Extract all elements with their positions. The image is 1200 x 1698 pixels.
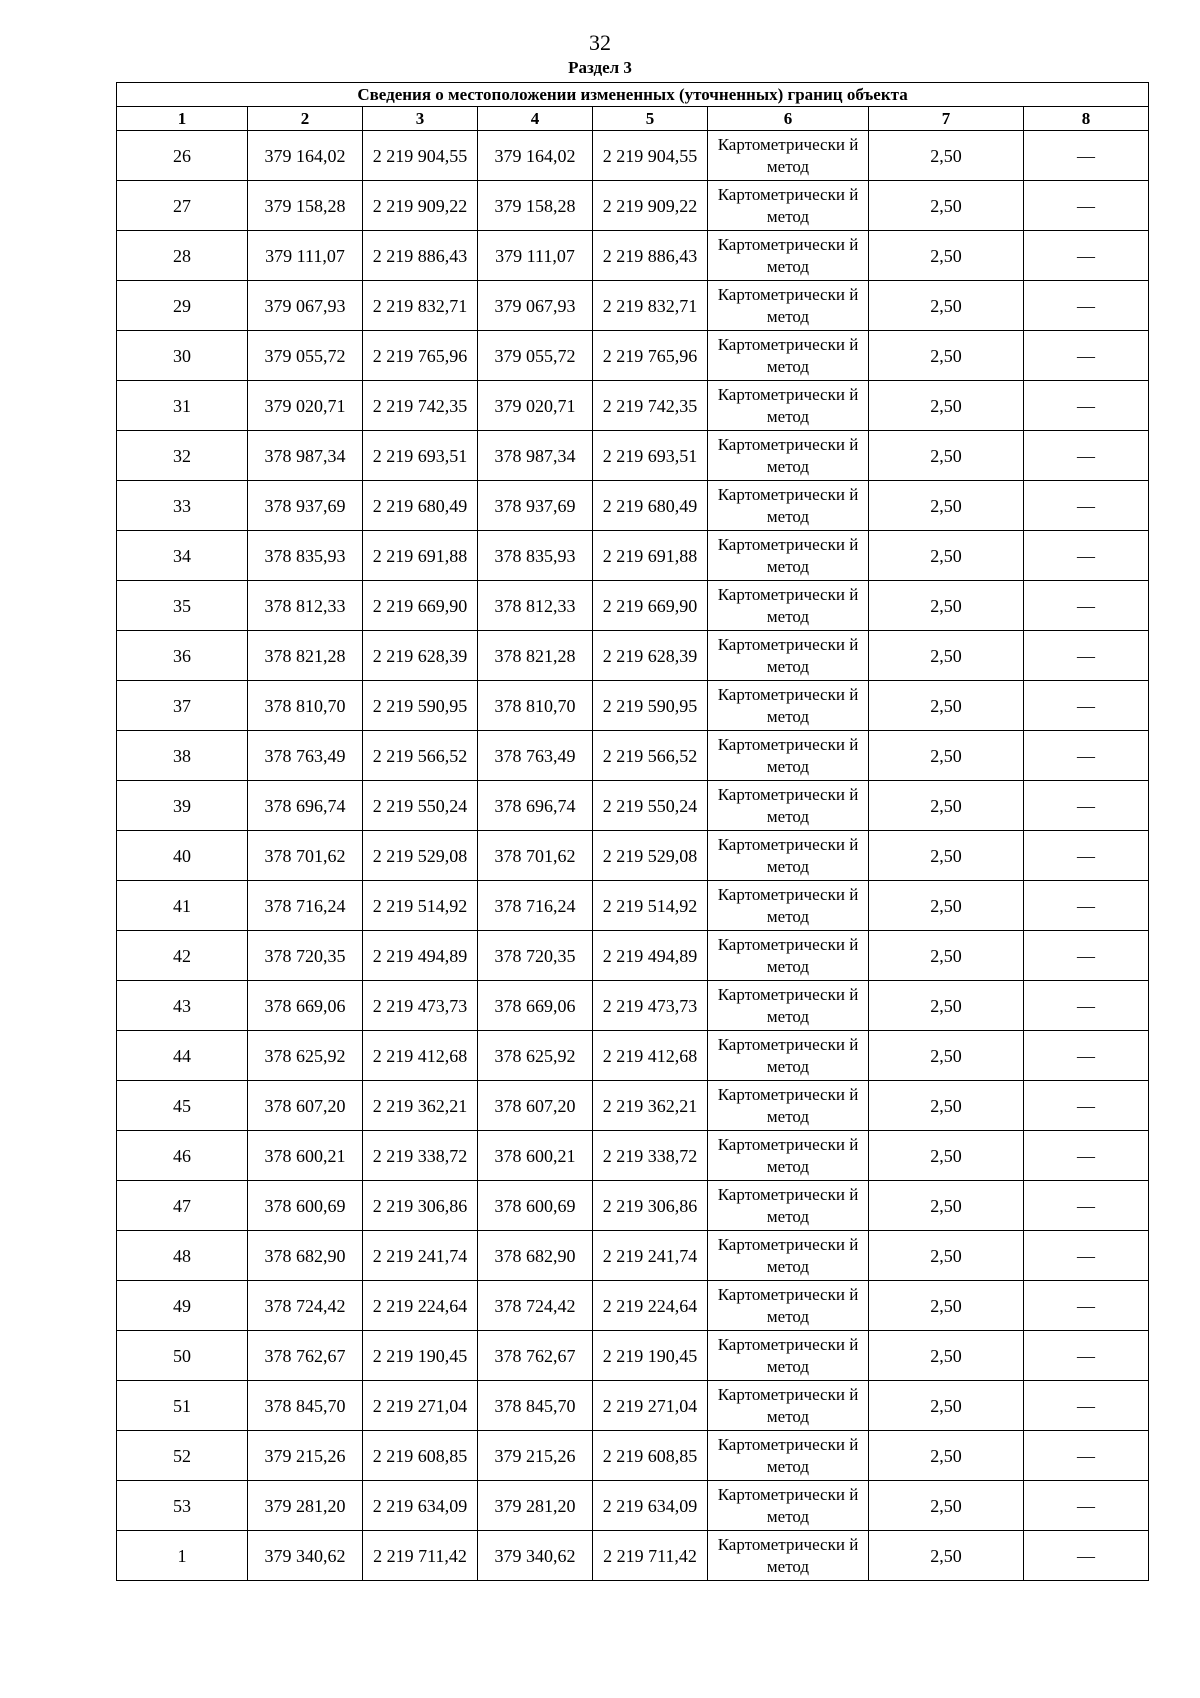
point-number-cell: 37	[117, 681, 248, 731]
table-row	[117, 881, 1149, 931]
y-coordinate-cell: 2 219 832,71	[363, 281, 478, 331]
point-number-cell: 53	[117, 1481, 248, 1531]
point-number-cell: 29	[117, 281, 248, 331]
accuracy-cell: 2,50	[869, 881, 1024, 931]
note-cell: —	[1024, 531, 1149, 581]
y-coordinate-cell: 2 219 338,72	[363, 1131, 478, 1181]
method-cell: Картометрически й метод	[708, 1531, 869, 1581]
table-row	[117, 1131, 1149, 1181]
y-coordinate-cell: 2 219 550,24	[363, 781, 478, 831]
point-number-cell: 47	[117, 1181, 248, 1231]
accuracy-cell: 2,50	[869, 1231, 1024, 1281]
point-number-cell: 31	[117, 381, 248, 431]
accuracy-cell: 2,50	[869, 731, 1024, 781]
new-y-coordinate-cell: 2 219 886,43	[593, 231, 708, 281]
new-x-coordinate-cell: 378 625,92	[478, 1031, 593, 1081]
note-cell: —	[1024, 481, 1149, 531]
new-x-coordinate-cell: 379 055,72	[478, 331, 593, 381]
point-number-cell: 46	[117, 1131, 248, 1181]
y-coordinate-cell: 2 219 608,85	[363, 1431, 478, 1481]
note-cell: —	[1024, 831, 1149, 881]
note-cell: —	[1024, 1531, 1149, 1581]
new-x-coordinate-cell: 378 835,93	[478, 531, 593, 581]
new-x-coordinate-cell: 379 215,26	[478, 1431, 593, 1481]
accuracy-cell: 2,50	[869, 531, 1024, 581]
new-x-coordinate-cell: 378 720,35	[478, 931, 593, 981]
method-cell: Картометрически й метод	[708, 1431, 869, 1481]
x-coordinate-cell: 378 716,24	[248, 881, 363, 931]
new-y-coordinate-cell: 2 219 494,89	[593, 931, 708, 981]
y-coordinate-cell: 2 219 691,88	[363, 531, 478, 581]
x-coordinate-cell: 379 215,26	[248, 1431, 363, 1481]
table-row	[117, 1381, 1149, 1431]
accuracy-cell: 2,50	[869, 1181, 1024, 1231]
point-number-cell: 35	[117, 581, 248, 631]
method-cell: Картометрически й метод	[708, 1481, 869, 1531]
x-coordinate-cell: 378 821,28	[248, 631, 363, 681]
boundary-points-table	[116, 82, 1149, 1581]
table-row	[117, 1431, 1149, 1481]
y-coordinate-cell: 2 219 680,49	[363, 481, 478, 531]
new-y-coordinate-cell: 2 219 338,72	[593, 1131, 708, 1181]
table-caption: Сведения о местоположении измененных (уточненных) границ объекта	[117, 83, 1149, 107]
accuracy-cell: 2,50	[869, 781, 1024, 831]
new-y-coordinate-cell: 2 219 628,39	[593, 631, 708, 681]
table-body	[117, 131, 1149, 1581]
new-y-coordinate-cell: 2 219 909,22	[593, 181, 708, 231]
table-row	[117, 1531, 1149, 1581]
new-x-coordinate-cell: 379 020,71	[478, 381, 593, 431]
method-cell: Картометрически й метод	[708, 881, 869, 931]
table-row	[117, 931, 1149, 981]
accuracy-cell: 2,50	[869, 1081, 1024, 1131]
note-cell: —	[1024, 581, 1149, 631]
column-number: 3	[363, 107, 478, 131]
y-coordinate-cell: 2 219 693,51	[363, 431, 478, 481]
table-row	[117, 781, 1149, 831]
new-x-coordinate-cell: 378 987,34	[478, 431, 593, 481]
note-cell: —	[1024, 1231, 1149, 1281]
new-x-coordinate-cell: 379 340,62	[478, 1531, 593, 1581]
new-y-coordinate-cell: 2 219 742,35	[593, 381, 708, 431]
table-row	[117, 1231, 1149, 1281]
note-cell: —	[1024, 881, 1149, 931]
note-cell: —	[1024, 1331, 1149, 1381]
note-cell: —	[1024, 731, 1149, 781]
new-x-coordinate-cell: 378 600,69	[478, 1181, 593, 1231]
note-cell: —	[1024, 1031, 1149, 1081]
point-number-cell: 30	[117, 331, 248, 381]
point-number-cell: 49	[117, 1281, 248, 1331]
point-number-cell: 36	[117, 631, 248, 681]
point-number-cell: 26	[117, 131, 248, 181]
accuracy-cell: 2,50	[869, 981, 1024, 1031]
accuracy-cell: 2,50	[869, 831, 1024, 881]
x-coordinate-cell: 378 669,06	[248, 981, 363, 1031]
table-row	[117, 231, 1149, 281]
point-number-cell: 50	[117, 1331, 248, 1381]
new-x-coordinate-cell: 378 762,67	[478, 1331, 593, 1381]
y-coordinate-cell: 2 219 190,45	[363, 1331, 478, 1381]
table-row	[117, 331, 1149, 381]
table-row	[117, 1081, 1149, 1131]
accuracy-cell: 2,50	[869, 431, 1024, 481]
note-cell: —	[1024, 381, 1149, 431]
note-cell: —	[1024, 131, 1149, 181]
new-x-coordinate-cell: 378 937,69	[478, 481, 593, 531]
note-cell: —	[1024, 1481, 1149, 1531]
accuracy-cell: 2,50	[869, 581, 1024, 631]
x-coordinate-cell: 378 845,70	[248, 1381, 363, 1431]
new-x-coordinate-cell: 378 701,62	[478, 831, 593, 881]
y-coordinate-cell: 2 219 412,68	[363, 1031, 478, 1081]
x-coordinate-cell: 378 812,33	[248, 581, 363, 631]
new-x-coordinate-cell: 379 111,07	[478, 231, 593, 281]
table-row	[117, 1181, 1149, 1231]
x-coordinate-cell: 379 067,93	[248, 281, 363, 331]
method-cell: Картометрически й метод	[708, 431, 869, 481]
section-title: Раздел 3	[568, 58, 632, 77]
method-cell: Картометрически й метод	[708, 1131, 869, 1181]
y-coordinate-cell: 2 219 765,96	[363, 331, 478, 381]
new-x-coordinate-cell: 378 607,20	[478, 1081, 593, 1131]
note-cell: —	[1024, 281, 1149, 331]
x-coordinate-cell: 378 607,20	[248, 1081, 363, 1131]
note-cell: —	[1024, 331, 1149, 381]
method-cell: Картометрически й метод	[708, 231, 869, 281]
y-coordinate-cell: 2 219 742,35	[363, 381, 478, 431]
new-y-coordinate-cell: 2 219 224,64	[593, 1281, 708, 1331]
method-cell: Картометрически й метод	[708, 581, 869, 631]
y-coordinate-cell: 2 219 904,55	[363, 131, 478, 181]
method-cell: Картометрически й метод	[708, 131, 869, 181]
note-cell: —	[1024, 781, 1149, 831]
accuracy-cell: 2,50	[869, 1481, 1024, 1531]
note-cell: —	[1024, 1181, 1149, 1231]
method-cell: Картометрически й метод	[708, 1281, 869, 1331]
new-y-coordinate-cell: 2 219 634,09	[593, 1481, 708, 1531]
method-cell: Картометрически й метод	[708, 381, 869, 431]
table-row	[117, 731, 1149, 781]
method-cell: Картометрически й метод	[708, 981, 869, 1031]
new-y-coordinate-cell: 2 219 904,55	[593, 131, 708, 181]
y-coordinate-cell: 2 219 566,52	[363, 731, 478, 781]
table-row	[117, 181, 1149, 231]
accuracy-cell: 2,50	[869, 1431, 1024, 1481]
new-y-coordinate-cell: 2 219 271,04	[593, 1381, 708, 1431]
note-cell: —	[1024, 1081, 1149, 1131]
x-coordinate-cell: 379 020,71	[248, 381, 363, 431]
new-x-coordinate-cell: 378 669,06	[478, 981, 593, 1031]
accuracy-cell: 2,50	[869, 381, 1024, 431]
x-coordinate-cell: 379 158,28	[248, 181, 363, 231]
point-number-cell: 28	[117, 231, 248, 281]
new-x-coordinate-cell: 378 724,42	[478, 1281, 593, 1331]
x-coordinate-cell: 378 701,62	[248, 831, 363, 881]
method-cell: Картометрически й метод	[708, 331, 869, 381]
new-x-coordinate-cell: 379 281,20	[478, 1481, 593, 1531]
column-number: 7	[869, 107, 1024, 131]
new-y-coordinate-cell: 2 219 832,71	[593, 281, 708, 331]
point-number-cell: 39	[117, 781, 248, 831]
accuracy-cell: 2,50	[869, 1331, 1024, 1381]
y-coordinate-cell: 2 219 514,92	[363, 881, 478, 931]
accuracy-cell: 2,50	[869, 481, 1024, 531]
point-number-cell: 44	[117, 1031, 248, 1081]
method-cell: Картометрически й метод	[708, 1231, 869, 1281]
new-x-coordinate-cell: 378 763,49	[478, 731, 593, 781]
note-cell: —	[1024, 181, 1149, 231]
x-coordinate-cell: 378 696,74	[248, 781, 363, 831]
new-y-coordinate-cell: 2 219 765,96	[593, 331, 708, 381]
x-coordinate-cell: 378 600,21	[248, 1131, 363, 1181]
new-y-coordinate-cell: 2 219 691,88	[593, 531, 708, 581]
new-y-coordinate-cell: 2 219 608,85	[593, 1431, 708, 1481]
y-coordinate-cell: 2 219 634,09	[363, 1481, 478, 1531]
new-x-coordinate-cell: 378 812,33	[478, 581, 593, 631]
table-row	[117, 1331, 1149, 1381]
x-coordinate-cell: 378 682,90	[248, 1231, 363, 1281]
x-coordinate-cell: 378 600,69	[248, 1181, 363, 1231]
y-coordinate-cell: 2 219 711,42	[363, 1531, 478, 1581]
x-coordinate-cell: 378 987,34	[248, 431, 363, 481]
x-coordinate-cell: 378 762,67	[248, 1331, 363, 1381]
x-coordinate-cell: 379 164,02	[248, 131, 363, 181]
point-number-cell: 52	[117, 1431, 248, 1481]
x-coordinate-cell: 378 763,49	[248, 731, 363, 781]
accuracy-cell: 2,50	[869, 281, 1024, 331]
y-coordinate-cell: 2 219 909,22	[363, 181, 478, 231]
point-number-cell: 43	[117, 981, 248, 1031]
new-x-coordinate-cell: 378 716,24	[478, 881, 593, 931]
note-cell: —	[1024, 1381, 1149, 1431]
table-row	[117, 1031, 1149, 1081]
column-number: 4	[478, 107, 593, 131]
method-cell: Картометрически й метод	[708, 1381, 869, 1431]
new-y-coordinate-cell: 2 219 590,95	[593, 681, 708, 731]
point-number-cell: 40	[117, 831, 248, 881]
method-cell: Картометрически й метод	[708, 181, 869, 231]
point-number-cell: 1	[117, 1531, 248, 1581]
y-coordinate-cell: 2 219 886,43	[363, 231, 478, 281]
x-coordinate-cell: 379 111,07	[248, 231, 363, 281]
new-y-coordinate-cell: 2 219 550,24	[593, 781, 708, 831]
method-cell: Картометрически й метод	[708, 631, 869, 681]
y-coordinate-cell: 2 219 473,73	[363, 981, 478, 1031]
new-y-coordinate-cell: 2 219 669,90	[593, 581, 708, 631]
y-coordinate-cell: 2 219 529,08	[363, 831, 478, 881]
table-row	[117, 831, 1149, 881]
new-x-coordinate-cell: 379 067,93	[478, 281, 593, 331]
accuracy-cell: 2,50	[869, 1381, 1024, 1431]
table-row	[117, 481, 1149, 531]
x-coordinate-cell: 378 835,93	[248, 531, 363, 581]
table-row	[117, 381, 1149, 431]
new-x-coordinate-cell: 379 164,02	[478, 131, 593, 181]
column-number-row	[117, 107, 1149, 131]
column-number: 8	[1024, 107, 1149, 131]
table-row	[117, 581, 1149, 631]
x-coordinate-cell: 379 340,62	[248, 1531, 363, 1581]
new-y-coordinate-cell: 2 219 566,52	[593, 731, 708, 781]
point-number-cell: 33	[117, 481, 248, 531]
method-cell: Картометрически й метод	[708, 731, 869, 781]
method-cell: Картометрически й метод	[708, 681, 869, 731]
method-cell: Картометрически й метод	[708, 781, 869, 831]
new-y-coordinate-cell: 2 219 693,51	[593, 431, 708, 481]
table-row	[117, 681, 1149, 731]
new-y-coordinate-cell: 2 219 680,49	[593, 481, 708, 531]
point-number-cell: 32	[117, 431, 248, 481]
x-coordinate-cell: 378 937,69	[248, 481, 363, 531]
note-cell: —	[1024, 931, 1149, 981]
accuracy-cell: 2,50	[869, 1131, 1024, 1181]
method-cell: Картометрически й метод	[708, 531, 869, 581]
new-y-coordinate-cell: 2 219 711,42	[593, 1531, 708, 1581]
method-cell: Картометрически й метод	[708, 281, 869, 331]
note-cell: —	[1024, 231, 1149, 281]
method-cell: Картометрически й метод	[708, 831, 869, 881]
method-cell: Картометрически й метод	[708, 481, 869, 531]
table-row	[117, 431, 1149, 481]
page-number: 32	[589, 30, 611, 55]
new-x-coordinate-cell: 378 600,21	[478, 1131, 593, 1181]
new-x-coordinate-cell: 378 845,70	[478, 1381, 593, 1431]
note-cell: —	[1024, 1131, 1149, 1181]
accuracy-cell: 2,50	[869, 1531, 1024, 1581]
x-coordinate-cell: 378 724,42	[248, 1281, 363, 1331]
y-coordinate-cell: 2 219 669,90	[363, 581, 478, 631]
point-number-cell: 34	[117, 531, 248, 581]
new-x-coordinate-cell: 378 696,74	[478, 781, 593, 831]
table-row	[117, 131, 1149, 181]
y-coordinate-cell: 2 219 362,21	[363, 1081, 478, 1131]
new-y-coordinate-cell: 2 219 362,21	[593, 1081, 708, 1131]
new-y-coordinate-cell: 2 219 190,45	[593, 1331, 708, 1381]
new-y-coordinate-cell: 2 219 412,68	[593, 1031, 708, 1081]
column-number: 1	[117, 107, 248, 131]
note-cell: —	[1024, 981, 1149, 1031]
point-number-cell: 45	[117, 1081, 248, 1131]
accuracy-cell: 2,50	[869, 631, 1024, 681]
table-row	[117, 1481, 1149, 1531]
note-cell: —	[1024, 431, 1149, 481]
note-cell: —	[1024, 631, 1149, 681]
method-cell: Картометрически й метод	[708, 1331, 869, 1381]
new-y-coordinate-cell: 2 219 529,08	[593, 831, 708, 881]
x-coordinate-cell: 378 810,70	[248, 681, 363, 731]
y-coordinate-cell: 2 219 494,89	[363, 931, 478, 981]
point-number-cell: 51	[117, 1381, 248, 1431]
y-coordinate-cell: 2 219 628,39	[363, 631, 478, 681]
y-coordinate-cell: 2 219 590,95	[363, 681, 478, 731]
method-cell: Картометрически й метод	[708, 1031, 869, 1081]
new-y-coordinate-cell: 2 219 241,74	[593, 1231, 708, 1281]
note-cell: —	[1024, 1431, 1149, 1481]
point-number-cell: 48	[117, 1231, 248, 1281]
new-x-coordinate-cell: 378 810,70	[478, 681, 593, 731]
x-coordinate-cell: 378 625,92	[248, 1031, 363, 1081]
accuracy-cell: 2,50	[869, 331, 1024, 381]
new-x-coordinate-cell: 378 682,90	[478, 1231, 593, 1281]
table-row	[117, 281, 1149, 331]
table-row	[117, 631, 1149, 681]
column-number: 6	[708, 107, 869, 131]
accuracy-cell: 2,50	[869, 681, 1024, 731]
accuracy-cell: 2,50	[869, 1281, 1024, 1331]
new-x-coordinate-cell: 378 821,28	[478, 631, 593, 681]
table-row	[117, 981, 1149, 1031]
y-coordinate-cell: 2 219 306,86	[363, 1181, 478, 1231]
x-coordinate-cell: 379 281,20	[248, 1481, 363, 1531]
x-coordinate-cell: 378 720,35	[248, 931, 363, 981]
point-number-cell: 42	[117, 931, 248, 981]
note-cell: —	[1024, 1281, 1149, 1331]
accuracy-cell: 2,50	[869, 181, 1024, 231]
accuracy-cell: 2,50	[869, 231, 1024, 281]
x-coordinate-cell: 379 055,72	[248, 331, 363, 381]
y-coordinate-cell: 2 219 271,04	[363, 1381, 478, 1431]
accuracy-cell: 2,50	[869, 1031, 1024, 1081]
point-number-cell: 38	[117, 731, 248, 781]
column-number: 5	[593, 107, 708, 131]
table-row	[117, 1281, 1149, 1331]
table-row	[117, 531, 1149, 581]
point-number-cell: 27	[117, 181, 248, 231]
note-cell: —	[1024, 681, 1149, 731]
new-y-coordinate-cell: 2 219 473,73	[593, 981, 708, 1031]
method-cell: Картометрически й метод	[708, 1181, 869, 1231]
point-number-cell: 41	[117, 881, 248, 931]
new-y-coordinate-cell: 2 219 306,86	[593, 1181, 708, 1231]
y-coordinate-cell: 2 219 224,64	[363, 1281, 478, 1331]
new-y-coordinate-cell: 2 219 514,92	[593, 881, 708, 931]
column-number: 2	[248, 107, 363, 131]
y-coordinate-cell: 2 219 241,74	[363, 1231, 478, 1281]
accuracy-cell: 2,50	[869, 131, 1024, 181]
method-cell: Картометрически й метод	[708, 1081, 869, 1131]
method-cell: Картометрически й метод	[708, 931, 869, 981]
new-x-coordinate-cell: 379 158,28	[478, 181, 593, 231]
accuracy-cell: 2,50	[869, 931, 1024, 981]
